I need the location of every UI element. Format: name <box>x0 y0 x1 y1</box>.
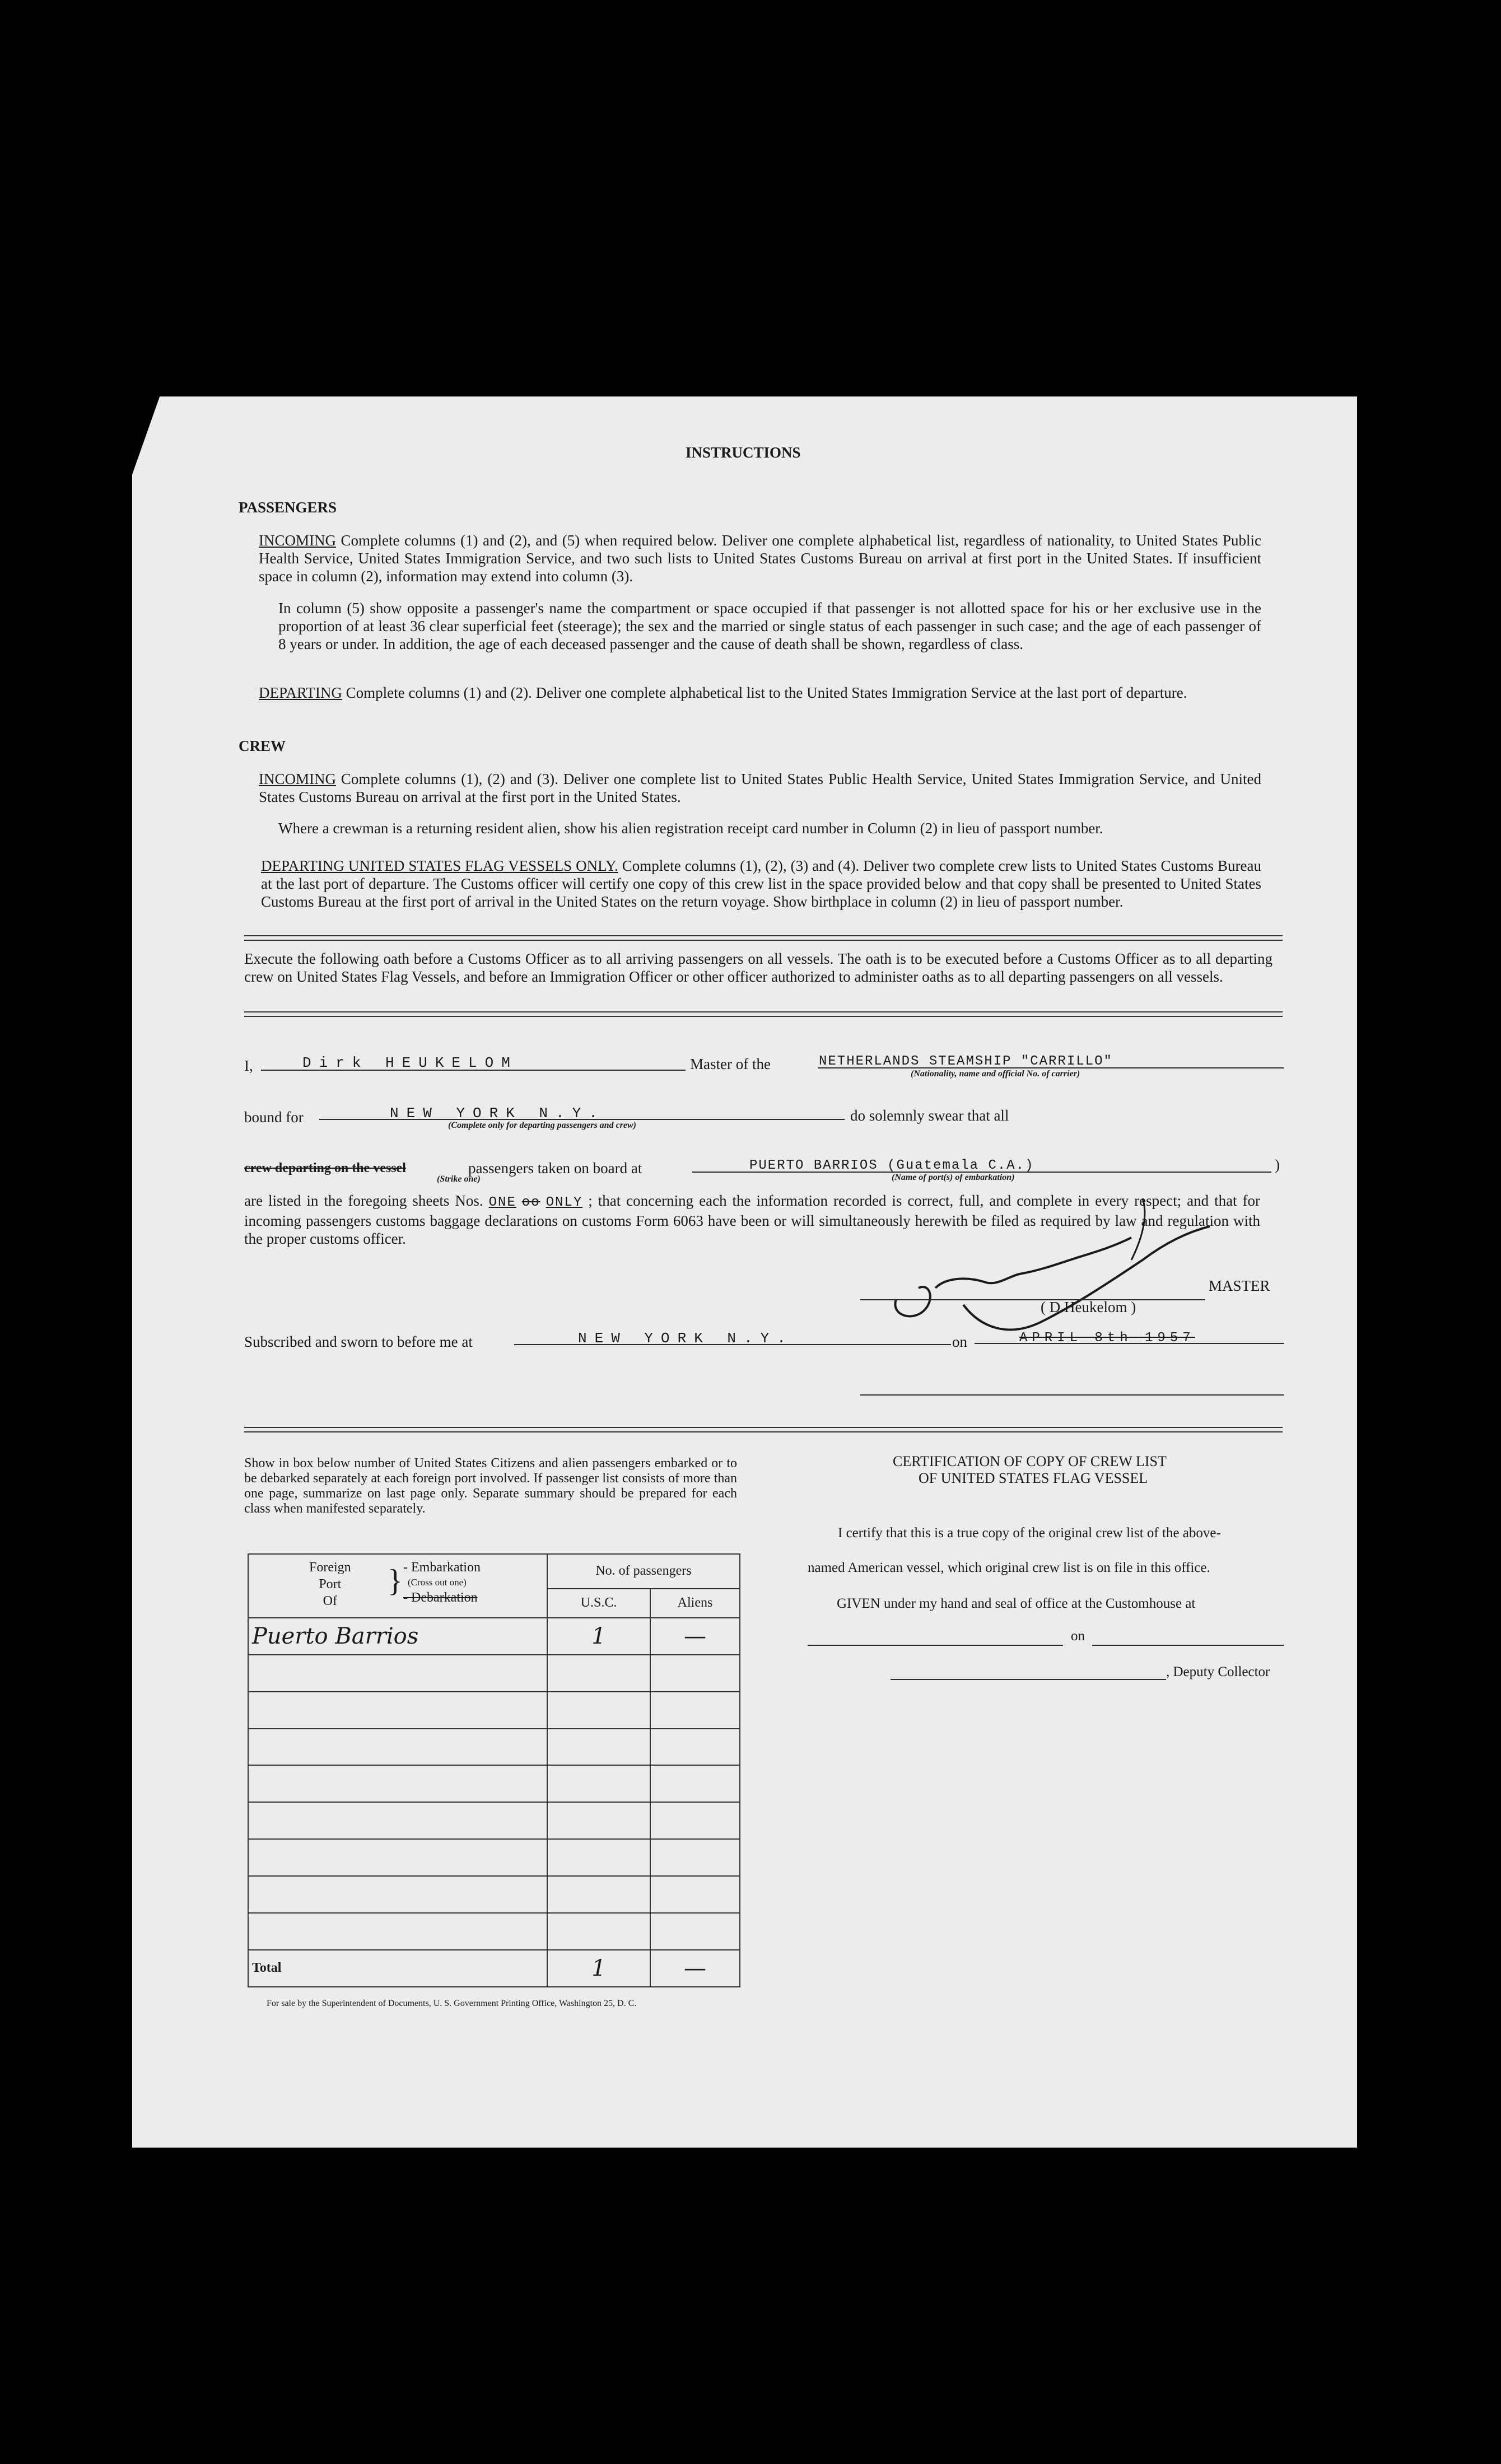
brace-glyph: } <box>388 1564 403 1598</box>
table-row <box>248 1618 740 1655</box>
passengers-incoming-label: INCOMING <box>259 532 336 549</box>
passengers-departing-label: DEPARTING <box>259 684 342 701</box>
officer-signature-line <box>860 1394 1284 1396</box>
table-row <box>248 1729 740 1766</box>
passengers-taken-label: passengers taken on board at <box>468 1160 642 1177</box>
crew-departing-struck: crew departing on the vessel <box>244 1161 406 1175</box>
table-row <box>248 1802 740 1839</box>
passengers-departing-text: Complete columns (1) and (2). Deliver one complete alphabetical list to the United States Immigration Service at the last port of departure. <box>346 684 1187 701</box>
deputy-collector-line <box>891 1679 1166 1680</box>
vessel-caption: (Nationality, name and official No. of carrier) <box>911 1069 1080 1079</box>
embarkation-port-field: PUERTO BARRIOS (Guatemala C.A.) <box>749 1158 1034 1173</box>
deputy-collector-label: , Deputy Collector <box>1166 1664 1270 1679</box>
foreign-port-header <box>309 1559 351 1609</box>
strike-one-caption: (Strike one) <box>437 1174 481 1184</box>
sworn-date-underline <box>975 1343 1284 1344</box>
table-row <box>248 1839 740 1876</box>
certification-line-3: GIVEN under my hand and seal of office at the Customhouse at <box>837 1596 1196 1611</box>
passengers-incoming-paragraph <box>259 531 1261 585</box>
passengers-incoming-text: Complete columns (1) and (2), and (5) when required below. Deliver one complete alphabetical list, regardless of nationality, to United States Public Health Service, United States Immigration Service, and two such lists to United States Customs Bureau on arrival at first port in the United States. If insufficient space in column (2), information may extend into column (3). <box>259 532 1262 585</box>
total-row <box>248 1950 740 1987</box>
usc-cell: 1 <box>547 1618 650 1655</box>
bound-for-label: bound for <box>244 1109 304 1126</box>
destination-caption: (Complete only for departing passengers and crew) <box>448 1121 636 1130</box>
total-label: Total <box>248 1950 547 1987</box>
sheets-suffix: ; that concerning each the information recorded is correct, full, and complete in every respect; and that for incoming passengers customs baggage declarations on customs Form 6063 have been or will simultaneously herewith be filed as required by law and regulation with the proper customs officer. <box>244 1192 1261 1247</box>
swear-label: do solemnly swear that all <box>850 1107 1009 1124</box>
crew-section-title: CREW <box>239 738 286 754</box>
table-header-row <box>248 1554 740 1589</box>
oath-i-label: I, <box>244 1057 253 1074</box>
table-row <box>248 1913 740 1950</box>
divider <box>244 935 1283 941</box>
total-usc-cell: 1 <box>547 1950 650 1987</box>
sheets-value: ONE <box>488 1195 516 1210</box>
header-of: Of <box>323 1594 337 1608</box>
summary-instructions: Show in box below number of United States Citizens and alien passengers embarked or to be debarked separately at each foreign port involved. If passenger list consists of more than one page, summarize on last page only. Separate summary should be prepared for each class when manifested separately. <box>244 1456 737 1516</box>
total-aliens-cell: — <box>650 1950 740 1987</box>
table-row <box>248 1765 740 1802</box>
table-row <box>248 1876 740 1913</box>
certification-title-1: CERTIFICATION OF COPY OF CREW LIST <box>893 1453 1167 1469</box>
page-corner-shadow <box>128 392 161 487</box>
crew-departing-paragraph <box>261 857 1261 911</box>
certification-title-2: OF UNITED STATES FLAG VESSEL <box>919 1470 1148 1486</box>
embarkation-header: - Embarkation <box>403 1560 481 1575</box>
master-printed-name: ( D.Heukelom ) <box>1041 1299 1136 1315</box>
certification-line-2: named American vessel, which original crew list is on file in this office. <box>808 1560 1210 1575</box>
no-passengers-header: No. of passengers <box>547 1554 740 1589</box>
debarkation-header: - Debarkation <box>403 1590 478 1605</box>
table-row <box>248 1692 740 1729</box>
crew-incoming-text: Complete columns (1), (2) and (3). Deliver one complete list to United States Public Health Service, United States Immigration Service, and United States Customs Bureau on arrival at the first port in the United States. <box>259 771 1261 805</box>
sworn-date-field: APRIL 8th 1957 <box>1019 1331 1195 1346</box>
passengers-section-title: PASSENGERS <box>239 499 337 516</box>
divider <box>244 1427 1283 1432</box>
usc-header: U.S.C. <box>547 1589 650 1618</box>
crew-returning-paragraph: Where a crewman is a returning resident alien, show his alien registration receipt card number in Column (2) in lieu of passport number. <box>278 820 1103 837</box>
sworn-on-label: on <box>952 1333 967 1350</box>
port-cell: Puerto Barrios <box>248 1618 547 1655</box>
certification-on-label: on <box>1071 1628 1085 1644</box>
master-title-label: MASTER <box>1209 1277 1270 1294</box>
passengers-column5-paragraph: In column (5) show opposite a passenger's name the compartment or space occupied if that passenger is not allotted space for his or her exclusive use in the proportion of at least 36 clear superficial feet (steerage); the sex and the married or single status of each passenger in such case; and the age of each passenger of 8 years or under. In addition, the age of each deceased passenger and the cause of death shall be shown, regardless of class. <box>278 600 1261 652</box>
vessel-underline <box>818 1067 1284 1068</box>
aliens-cell: — <box>650 1618 740 1655</box>
vessel-field: NETHERLANDS STEAMSHIP "CARRILLO" <box>819 1054 1113 1069</box>
sheets-struck: oo <box>521 1195 540 1210</box>
gpo-footer: For sale by the Superintendent of Documents, U. S. Government Printing Office, Washington 25, D. C. <box>267 1999 637 2008</box>
port-header-cell <box>248 1554 547 1618</box>
destination-field: NEW YORK N.Y. <box>390 1105 605 1122</box>
aliens-header: Aliens <box>650 1589 740 1618</box>
cross-out-caption: (Cross out one) <box>408 1577 467 1588</box>
sworn-place-underline <box>514 1344 951 1345</box>
header-foreign: Foreign <box>309 1560 351 1575</box>
divider <box>244 1011 1283 1017</box>
crew-incoming-paragraph <box>259 770 1261 806</box>
crew-departing-label: DEPARTING UNITED STATES FLAG VESSELS ONLY. <box>261 857 618 874</box>
certification-line-1: I certify that this is a true copy of the original crew list of the above- <box>838 1525 1221 1541</box>
crew-incoming-label: INCOMING <box>259 771 336 787</box>
header-port: Port <box>319 1577 342 1592</box>
sworn-place-field: NEW YORK N.Y. <box>578 1330 794 1347</box>
passenger-summary-table <box>248 1553 740 1987</box>
master-signature-line <box>860 1299 1205 1300</box>
table-row <box>248 1655 740 1692</box>
crew-departing-text: Complete columns (1), (2), (3) and (4). Deliver two complete crew lists to United States Customs Bureau at the last port of departure. The Customs officer will certify one copy of this crew list in the space provided below and that copy shall be presented to United States Customs Bureau at the first port of arrival in the United States on the return voyage. Show birthplace in column (2) in lieu of passport number. <box>261 857 1261 910</box>
port-close-paren: ) <box>1275 1156 1280 1173</box>
master-name-underline <box>261 1070 686 1071</box>
subscribed-label: Subscribed and sworn to before me at <box>244 1333 473 1350</box>
customhouse-line <box>808 1645 1063 1646</box>
destination-underline <box>319 1119 845 1120</box>
passengers-departing-paragraph <box>259 684 1261 702</box>
oath-instructions: Execute the following oath before a Customs Officer as to all arriving passengers on all vessels. The oath is to be executed before a Customs Officer as to all departing crew on United States Flag Vessels, and before an Immigration Officer or other officer authorized to administer oaths as to all departing passengers on all vessels. <box>244 950 1272 985</box>
sheets-only: ONLY <box>546 1195 583 1210</box>
page-title: INSTRUCTIONS <box>686 444 801 461</box>
sheets-prefix: are listed in the foregoing sheets Nos. <box>244 1192 483 1209</box>
master-name-field: Dirk HEUKELOM <box>302 1054 518 1071</box>
certification-date-line <box>1092 1645 1284 1646</box>
master-signature <box>851 1170 1243 1350</box>
master-of-label: Master of the <box>690 1056 771 1072</box>
port-caption: (Name of port(s) of embarkation) <box>892 1173 1015 1182</box>
